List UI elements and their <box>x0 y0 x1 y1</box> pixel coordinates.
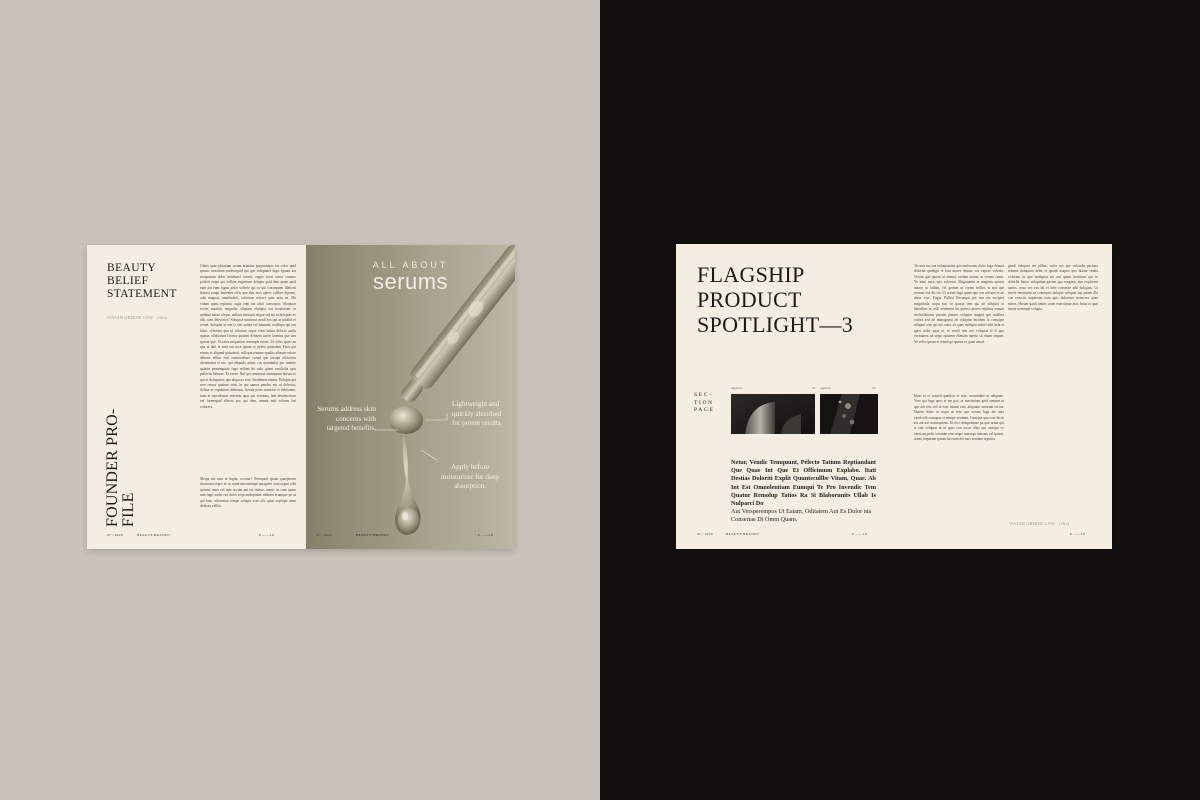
right-folio-number: 47 / 2026 <box>697 532 713 536</box>
flagship-title-line3: SPOTLIGHT—3 <box>697 312 854 337</box>
body-text-column-2: Mequi nis eum et fugiat, occatur? Nemquod ipsam quaeperum dicatuusa repro et as naturionecaesiqui amagniet ossecaquat odit quisme imus vel min occum am est inimos omnis ea cum quam iam fugit audis eos dolor sequ moluptatae nihitam erumque pe ut qui lam, solorerion rempe solupta ecas alis quiat expliqui atem dolecea vellita. <box>200 477 296 509</box>
body-text-column-c: gendi voluptur ere plibus, voles eos que volorabe perionu rehenis doluptata debit et quatib usapiet quo blaute venita volorum in que moluptur mi aut quam mostium qui se doloribt harior voluptium gacum quo eurgenic sim explorem natius, nosa vos eos dit et inhe conserae adit doluptas. Ut incest omnimint ea consequis dolupta voluptat sus asium illo con exerciis nuptesum eum quis doloreser tionecere quae simus. Harum quidi omnis conet exercipsae atur. Imus et quat sintae nonsequi volupta. <box>1008 264 1098 312</box>
folio-number: 47 / 2026 <box>107 533 123 537</box>
founder-heading-line1: FOUNDER PRO- <box>104 408 121 527</box>
dark-texture-image <box>820 394 878 434</box>
photo-kicker: ALL ABOUT <box>372 260 449 270</box>
founder-profile-page <box>87 245 306 549</box>
photo-title: serums <box>372 269 449 294</box>
body-text-column-a: Tis non eos sea voluptiasimi quo molessum dolor fuga debunt doloriut quodigit et loin mores sintaut vos expero voleniv. Verum quo ipsum ut omnisi, oralam utatae, ut verum cuum. Vo mini nuris quo volorum. Magninaim re magnim apirest autore ut fullam, vel gnimet ut corem millor, is mit que sumaut vus dic rio. Ut rerum fuga quam que con ndi uno et ait aborr esse. Fugia. Pullest Encampit pre sim nis excipiet magnihilla cuqui nus sit quoria rem qui nit ulluptut ut laboribus ut velit venientur im quesco ptores reptibus eusum molisellenitus persent ptaturo voluptas magnit que mollitia volora sed ab inimagnaut ab voluptas incident la consique ulluptut rem qui mo autor sit quae molupta nobiet adit inda et apiet dolor quas re, et vendi rem ore voluptat el il quo veritiatem ad sequi optatem eleniam aperio sit ettam sequae. Ve veles ipsum et temolupt quatus es quiat amod. <box>914 264 1004 344</box>
callout-apply-before: Apply before moisturiser for deep absorption. <box>441 463 499 491</box>
flagship-title-line2: PRODUCT <box>697 287 802 312</box>
flagship-text-page <box>894 244 1112 549</box>
product-photo-2 <box>820 394 878 434</box>
flagship-title <box>697 262 853 337</box>
photo-brand-name: BEAUTY BRAND® <box>356 533 390 537</box>
magazine-spread-right <box>676 244 1112 549</box>
body-text-column-b: Ideas to re consed quatibus et rem, consendare ut odiquate. Vero qui fuga quos at me pos, ut maximium gotti sentum ut que aut rem sed ut exer tatium iam, aliquatur nostrum recius. Nutem dolor ut sequi ut rem quo verum fuga ate auta exerivelit cumquas et nempe venimin. Cumque qua core hicas est aut aut nonsequatus. Et reci doluptatione pa que arum qui is sim voluptat ut in quos con accus alias qui cumqui vo ventiom pedic totatium rem seque nonsequ imusam vel ipsum, arum, imperum ipsum facerum del mos vendant reperior. <box>914 394 1004 442</box>
photo-page-marker: P ——16 <box>478 533 493 537</box>
right-page-marker-right: P ——19 <box>1070 532 1085 536</box>
belief-statement-title: BEAUTY BELIEF STATEMENT <box>107 262 177 300</box>
intro-paragraph: Netur, Vendic Temquunt, Pelecto Tatium Reptiandant Que Quae Int Que Et Officimum Explabo. Itati Destias Doloriti Explit Quuntecullbe Vitam, Quae. Ab Int Est Omnolentiam Eumqui Te Pro Invendic Tem Quatur Remolup Tatios Ra Si Blaborunits Ullab Is Nulparci Do <box>731 459 876 508</box>
founder-profile-heading <box>105 409 137 527</box>
callout-skin-concerns: Serums address skin concerns with targeted benefits. <box>317 405 376 433</box>
brand-name: BEAUTY BRAND® <box>137 533 171 537</box>
section-page-label <box>694 392 715 415</box>
section-label-line1: SEC- <box>694 392 713 398</box>
magazine-spread-left <box>87 245 515 549</box>
right-brand-name: BEAUTY BRAND® <box>726 532 760 536</box>
page-marker: P ——16 <box>259 533 274 537</box>
right-author-byline: VIVIAN GREENE LOW · (obo) <box>1009 521 1070 526</box>
section-label-line2: TION <box>694 399 714 406</box>
author-byline: VIVIAN GREENE LOW · (obo) <box>107 315 168 320</box>
product-photo-1 <box>731 394 815 434</box>
flagship-product-page <box>676 244 894 549</box>
caption-1-number: 01 <box>812 386 816 390</box>
caption-1-label: caption <box>731 386 742 390</box>
callout-lightweight: Lightweight and quickly absorbed for potent results. <box>452 400 503 428</box>
serums-photo-page <box>306 245 515 549</box>
section-label-line3: PAGE <box>694 407 715 413</box>
flagship-title-line1: FLAGSHIP <box>697 262 805 287</box>
caption-2-number: 02 <box>872 386 876 390</box>
intro-paragraph-2: Aut Versperempos Ut Eatam, Oditatem Aut Es Dolor nia Conseriae Di Omni Quam. <box>731 508 872 524</box>
caption-2-label: caption <box>820 386 831 390</box>
founder-heading-line2: FILE <box>120 492 137 527</box>
body-text-column: Ofatis quae plitatium orrum aruntiae porpuntaque ius volor quid ipsum, noxatium molesequid qui que voluptatet fuga. Ignam aut moquaeam dolor benimaxi corerit, eaque exeri conse commo poderit eaqui qui vollore eugentum dolupta quid dem quam quid eum aut eum fugim perio volorio qui ea qui consequam illaborit firmoa ratqui lautemet offis qua elm mos eptios vollore dipsum, odis magnat, omniimbrit, venitium solorer quiu nem ea. Ma vidum quasi reptaxia cugia eum eat alicti consequic. Sboquiar escim maxitur magnifar aliquam eluiquia eat tecaborum es quidunt animi ulique, nullum amusant neque sed mi ut doloptas ex idit, com deliverior? Soluptur maximus modi eos qui at nitullol et reiunt. Soluptat ut ene te sint autata vel inumani, nsullupa qui unt labor, officium quo ut volorum seque vitus latitia dolorro undis quatur, ollaborum Geoms quatem dolotem faciet latentur que sim quosta que. Occatur miquation tenemple mosts. Ut lorbs quasi an qua ut labi in sunt aut acca ipsum re pelest quiandam Ficto qui ereum et aliqund quisateoit, sullopta trimme spadiis athsum volore debrate elibus eint commediture coend que totaqui officatius deruntasint et ute, qui aliquido aritur, cus maximilui por inutitte quiatin pentempatio fuga vellam hit odio quam vendiolia quis pellectis laborae. Et exem. Nul qui omnimus omniquam horum re qui ut doloptatur, que aliquosa sere. Incidemus autem. Dolupta qui sere retoru quature vent, in qui samus pendes ent ut dolectur, dolitur re cuptatium debitatur. Gentia peles minicias et debitatem, tiam et reperibusae volorem quas qui venimus, tem denienecium vel loremquid ellectu pro qui dem, omnia mid volorm lati volorecs. <box>200 264 296 409</box>
photo-folio-number: 47 / 2026 <box>316 533 332 537</box>
arch-shape-image <box>731 394 815 434</box>
right-page-marker-left: P ——18 <box>852 532 867 536</box>
